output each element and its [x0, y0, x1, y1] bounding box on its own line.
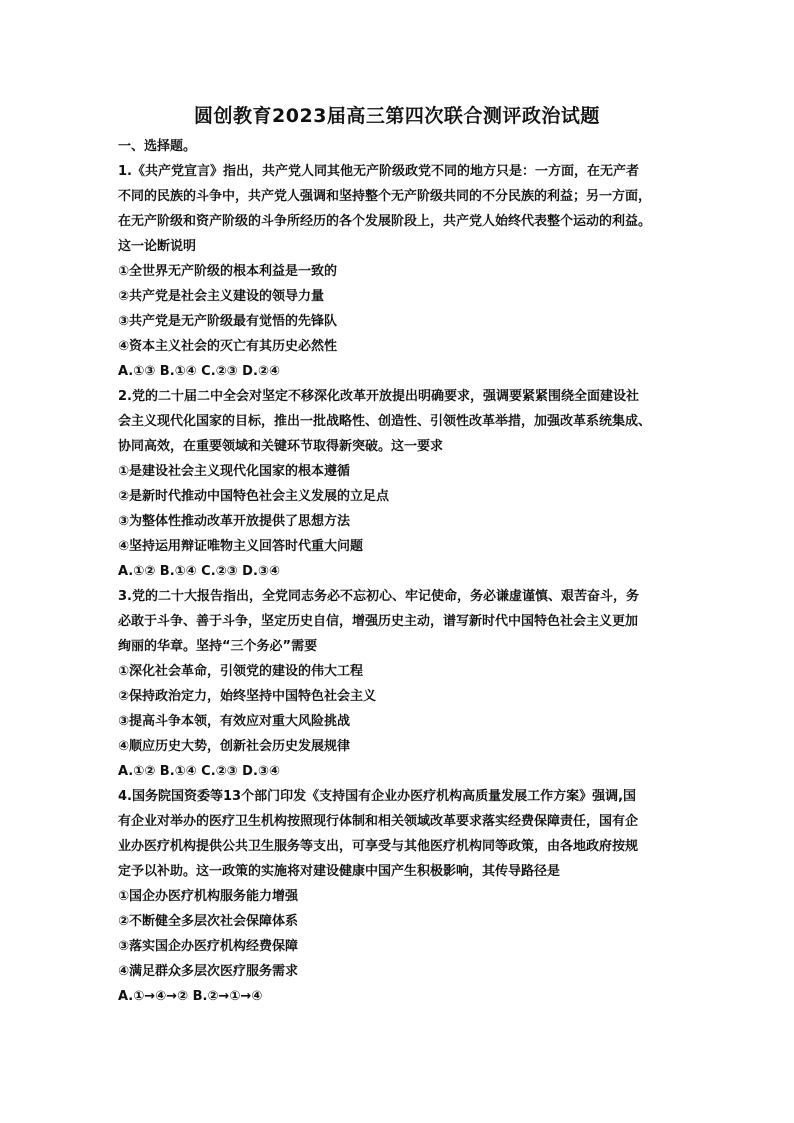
question-stem-line: 在无产阶级和资产阶级的斗争所经历的各个发展阶段上，共产党人始终代表整个运动的利益。 [118, 214, 652, 229]
question-4 [118, 784, 688, 1009]
option-statement: ④资本主义社会的灭亡有其历史必然性 [118, 339, 338, 354]
answer-choices: A.①② B.①④ C.②③ D.③④ [118, 764, 280, 779]
question-2 [118, 384, 688, 584]
question-stem-line: 协同高效，在重要领域和关键环节取得新突破。这一要求 [118, 439, 444, 454]
option-statement: ①国企办医疗机构服务能力增强 [118, 889, 299, 904]
question-1 [118, 159, 688, 384]
option-statement: ②不断健全多层次社会保障体系 [118, 914, 299, 929]
question-stem-line: 4.国务院国资委等13个部门印发《支持国有企业办医疗机构高质量发展工作方案》强调,国 [118, 789, 637, 804]
option-statement: ③落实国企办医疗机构经费保障 [118, 939, 299, 954]
option-statement: ②是新时代推动中国特色社会主义发展的立足点 [118, 489, 390, 504]
question-3 [118, 584, 688, 784]
option-statement: ②共产党是社会主义建设的领导力量 [118, 289, 325, 304]
option-statement: ③共产党是无产阶级最有觉悟的先锋队 [118, 314, 338, 329]
question-stem-line: 不同的民族的斗争中，共产党人强调和坚持整个无产阶级共同的不分民族的利益；另一方面， [118, 189, 652, 204]
option-statement: ①全世界无产阶级的根本利益是一致的 [118, 264, 338, 279]
option-statement: ①深化社会革命，引领党的建设的伟大工程 [118, 664, 364, 679]
answer-choices: A.①→④→② B.②→①→④ [118, 989, 263, 1004]
option-statement: ④满足群众多层次医疗服务需求 [118, 964, 299, 979]
question-stem-line: 业办医疗机构提供公共卫生服务等支出，可享受与其他医疗机构同等政策，由各地政府按规 [118, 839, 639, 854]
question-stem-line: 3.党的二十大报告指出，全党同志务必不忘初心、牢记使命，务必谦虚谨慎、艰苦奋斗，务 [118, 589, 639, 604]
question-stem-line: 会主义现代化国家的目标，推出一批战略性、创造性、引领性改革举措，加强改革系统集成、 [118, 414, 652, 429]
question-stem-line: 1.《共产党宣言》指出，共产党人同其他无产阶级政党不同的地方只是：一方面，在无产者 [118, 164, 639, 179]
question-stem-line: 必敢于斗争、善于斗争，坚定历史自信，增强历史主动，谱写新时代中国特色社会主义更加 [118, 614, 639, 629]
option-statement: ①是建设社会主义现代化国家的根本遵循 [118, 464, 351, 479]
answer-choices: A.①③ B.①④ C.②③ D.②④ [118, 364, 280, 379]
question-stem-line: 定予以补助。这一政策的实施将对建设健康中国产生积极影响，其传导路径是 [118, 864, 561, 879]
page-title: 圆创教育2023届高三第四次联合测评政治试题 [194, 105, 600, 127]
option-statement: ③为整体性推动改革开放提供了思想方法 [118, 514, 351, 529]
option-statement: ③提高斗争本领，有效应对重大风险挑战 [118, 714, 351, 729]
question-stem-line: 2.党的二十届二中全会对坚定不移深化改革开放提出明确要求，强调要紧紧围绕全面建设社 [118, 389, 639, 404]
section-heading: 一、选择题。 [118, 139, 197, 154]
question-stem-line: 绚丽的华章。坚持“三个务必”需要 [118, 639, 318, 654]
answer-choices: A.①② B.①④ C.②③ D.③④ [118, 564, 280, 579]
question-stem-line: 有企业对举办的医疗卫生机构按照现行体制和相关领域改革要求落实经费保障责任，国有企 [118, 814, 639, 829]
option-statement: ②保持政治定力，始终坚持中国特色社会主义 [118, 689, 377, 704]
question-stem-line: 这一论断说明 [118, 239, 197, 254]
option-statement: ④坚持运用辩证唯物主义回答时代重大问题 [118, 539, 364, 554]
option-statement: ④顺应历史大势，创新社会历史发展规律 [118, 739, 351, 754]
document-body [118, 134, 688, 1009]
